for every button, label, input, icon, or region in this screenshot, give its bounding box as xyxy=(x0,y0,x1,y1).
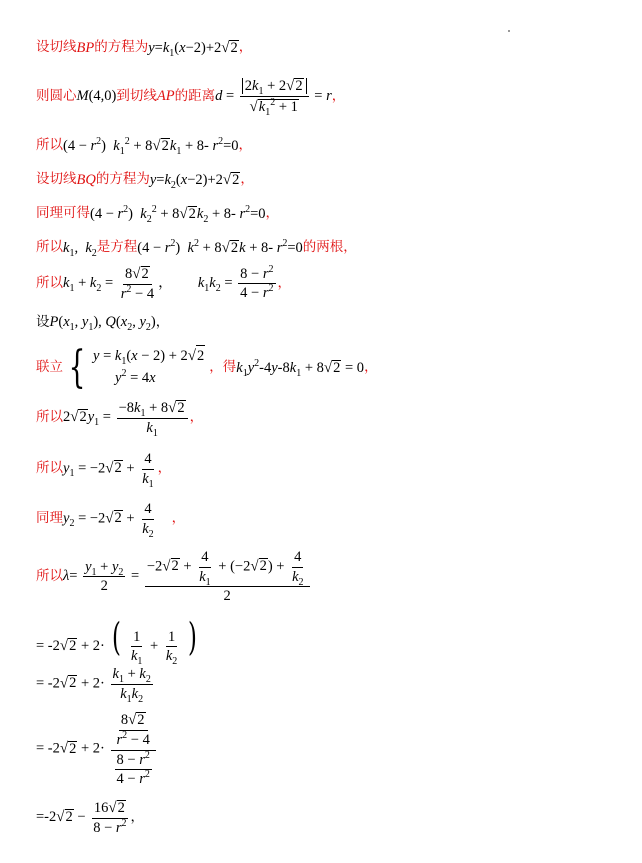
line-10 xyxy=(36,400,204,439)
line-14 xyxy=(36,615,200,668)
l12-equation: $y_2 = -2√2$ + $\frac{4}{k_2}$ xyxy=(63,501,154,540)
l12-comma: ， xyxy=(171,510,186,527)
l11-equation: $y_1 = -2√2$ + $\frac{4}{k_1}$ xyxy=(63,451,154,490)
line-9 xyxy=(36,341,378,393)
line-2 xyxy=(36,78,346,118)
l1-bp: BP xyxy=(76,39,95,56)
l9-comma: ， xyxy=(209,358,223,375)
l16-equation: = -2√2 + 2· $\frac{\frac{8√2}{r^2 - 4}}{\frac{8 - r^2}{4 - r^2}}$ xyxy=(36,712,158,787)
l6-comma: ， xyxy=(343,239,357,256)
l3-text: 所以 xyxy=(36,137,63,154)
l7-text: 所以 xyxy=(36,275,63,291)
l9-text2: 得 xyxy=(222,358,237,375)
l5-text: 同理可得 xyxy=(36,205,90,222)
l6-roots: $k_1$, $k_2$ xyxy=(63,239,97,259)
l3-equation: $(4 - r^2)$ $k_1^2 + 8√2k_1 + 8-$ $r^2=0$ xyxy=(63,136,239,157)
l2-text3: 的距离 xyxy=(174,87,216,104)
l12-text: 同理 xyxy=(36,510,63,527)
l8-equation: $P(x_1$, $y_1$), $Q(x_2$, $y_2$) xyxy=(49,314,156,333)
line-12 xyxy=(36,501,186,540)
l14-equation: = -2√2 + 2· ( $\frac{1}{k_1}$ + $\frac{1}{k_2}$ ) xyxy=(36,615,197,668)
system-brace: { xyxy=(68,341,86,393)
l2-comma: ， xyxy=(331,87,346,104)
l6-equation: $(4 - r^2)$ $k^2 + 8√2k + 8-$ $r^2=0$ xyxy=(137,238,303,256)
l7-comma: ， xyxy=(277,275,291,291)
l11-text: 所以 xyxy=(36,460,63,477)
l3-comma: ， xyxy=(238,137,253,154)
l2-equation: d = $\frac{2k_1 + 2√2}{√k_1^2 + 1}$ = r xyxy=(215,78,332,118)
l2-center: M(4,0) xyxy=(76,88,117,105)
l13-text: 所以 xyxy=(36,568,63,584)
l5-comma: ， xyxy=(265,205,280,222)
l7-equation: $k_1 + k_2$ = $\frac{8√2}{r^2 - 4}$ ， $k_1k_2$ = $\frac{8 - r^2}{4 - r^2}$ xyxy=(63,263,274,302)
line-11 xyxy=(36,451,172,490)
line-5 xyxy=(36,204,280,225)
l9-comma2: ， xyxy=(364,358,378,375)
l9-system xyxy=(93,345,205,390)
l9-equation: $k_1y^2-4y-8k_1 + 8√2 = 0$ xyxy=(236,357,365,379)
line-16 xyxy=(36,712,158,787)
l8-text: 设 xyxy=(36,313,50,330)
l8-comma: ， xyxy=(155,313,170,330)
line-15 xyxy=(36,666,155,705)
l1-text: 设切线 xyxy=(36,39,77,56)
l10-text: 所以 xyxy=(36,409,63,425)
line-13 xyxy=(36,550,312,604)
l1-equation: $y=k_1(x-2)+2√2$ xyxy=(148,40,238,59)
l1-text2: 的方程为 xyxy=(94,39,149,56)
l17-comma: ， xyxy=(130,809,145,825)
l10-equation: $2√2y_1$ = $\frac{-8k_1 + 8√2}{k_1}$ xyxy=(63,400,190,436)
l15-equation: = -2√2 + 2· $\frac{k_1 + k_2}{k_1k_2}$ xyxy=(36,666,151,705)
line-6 xyxy=(36,238,357,259)
l9-text: 联立 xyxy=(36,358,63,375)
l6-text3: 的两根 xyxy=(302,239,344,256)
l6-text: 所以 xyxy=(36,239,63,256)
l6-text2: 是方程 xyxy=(96,239,138,256)
l10-comma: ， xyxy=(189,409,204,425)
l2-text: 则圆心 xyxy=(36,87,77,104)
l4-comma: ， xyxy=(240,171,254,188)
l4-text: 设切线 xyxy=(36,171,77,188)
l2-text2: 到切线 xyxy=(116,87,157,104)
line-4 xyxy=(36,171,254,191)
line-1 xyxy=(36,39,253,59)
l4-text2: 的方程为 xyxy=(95,171,150,188)
l11-comma: ， xyxy=(157,460,172,477)
l9-system-eq1: $y = k_1(x - 2) + 2√2$ xyxy=(93,345,205,368)
speck xyxy=(508,30,510,32)
l17-equation: =-2√2 − $\frac{16√2}{8 - r^2}$ xyxy=(36,800,127,836)
l4-equation: $y=k_2(x-2)+2√2$ xyxy=(149,172,240,191)
l9-system-eq2: $y^2 = 4x$ xyxy=(115,368,156,386)
l5-equation: $(4 - r^2)$ $k_2^2 + 8√2k_2 + 8-$ $r^2=0$ xyxy=(90,204,266,225)
l2-ap: AP xyxy=(156,88,175,105)
l13-equation: λ= $\frac{y_1 + y_2}{2}$ = −2√2 + $\frac{4}{k_1}$ + (−2√2) + $\frac{4}{k_2}$ 2 xyxy=(63,550,312,604)
line-3 xyxy=(36,136,253,157)
line-17 xyxy=(36,800,144,836)
line-8 xyxy=(36,313,170,333)
l4-bq: BQ xyxy=(76,171,96,188)
l1-comma: ， xyxy=(238,39,253,56)
line-7 xyxy=(36,263,291,302)
